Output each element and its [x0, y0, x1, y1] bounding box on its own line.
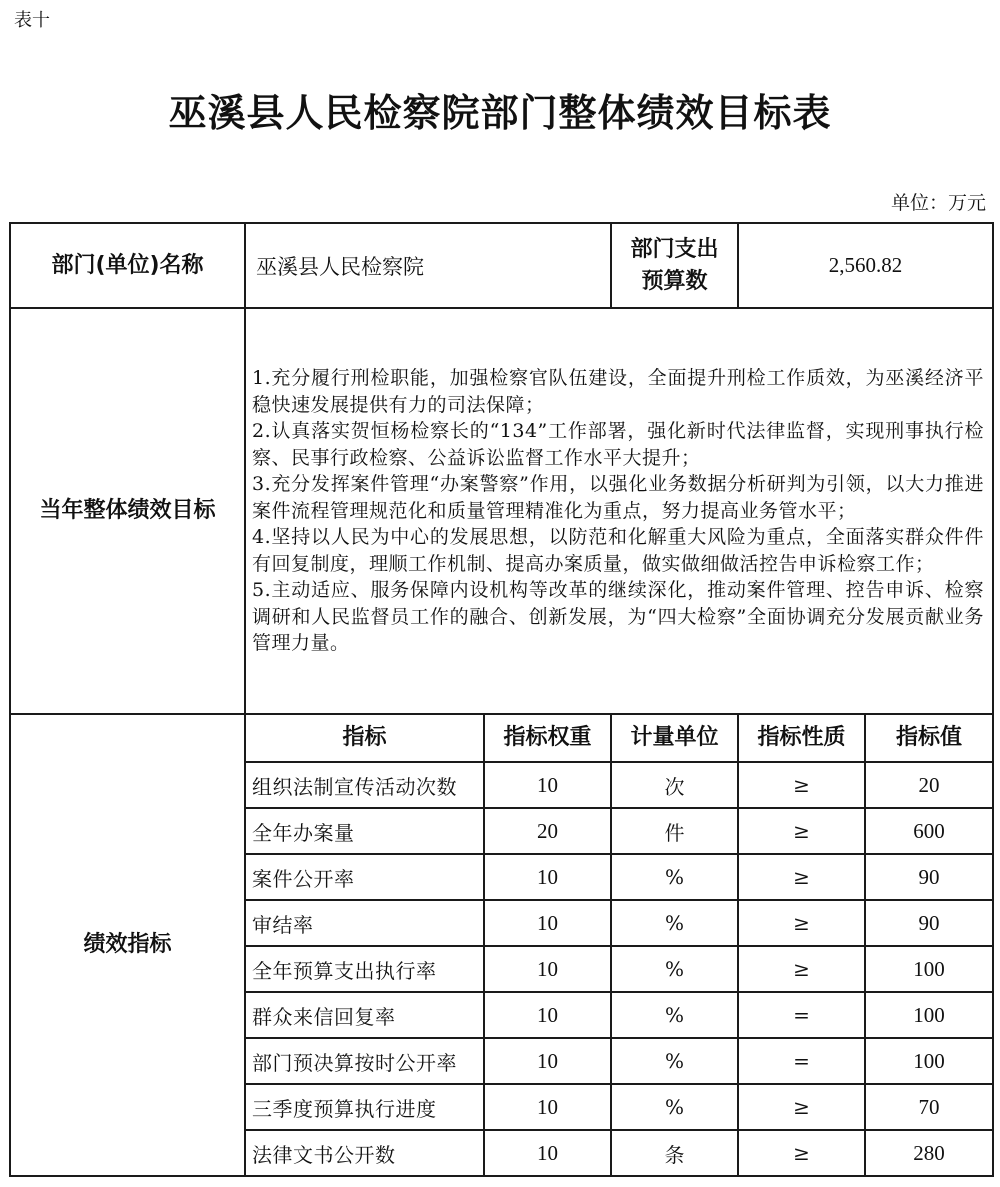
indicator-nature: =	[738, 992, 865, 1038]
goals-text	[245, 308, 993, 714]
dept-row	[10, 223, 993, 308]
indicator-name: 审结率	[245, 900, 484, 946]
budget-label	[611, 223, 738, 308]
indicator-unit: %	[611, 1084, 738, 1130]
indicator-nature: ≥	[738, 1084, 865, 1130]
indicator-value: 90	[865, 900, 993, 946]
indicator-value: 100	[865, 1038, 993, 1084]
indicator-unit: %	[611, 900, 738, 946]
indicator-unit: 件	[611, 808, 738, 854]
indicator-unit: 条	[611, 1130, 738, 1176]
dept-name-label: 部门(单位)名称	[10, 223, 245, 308]
indicator-nature: ≥	[738, 854, 865, 900]
goal-item: 1.充分履行刑检职能，加强检察官队伍建设，全面提升刑检工作质效，为巫溪经济平稳快速发展提供有力的司法保障；	[252, 367, 984, 416]
goal-item: 4.坚持以人民为中心的发展思想，以防范和化解重大风险为重点，全面落实群众件件有回复制度，理顺工作机制、提高办案质量，做实做细做活控告申诉检察工作；	[252, 526, 984, 575]
indicator-value: 100	[865, 992, 993, 1038]
header-weight: 指标权重	[484, 714, 611, 762]
indicator-unit: %	[611, 1038, 738, 1084]
indicator-value: 70	[865, 1084, 993, 1130]
header-value: 指标值	[865, 714, 993, 762]
indicator-header-row	[10, 714, 993, 762]
indicator-unit: %	[611, 854, 738, 900]
unit-label: 单位：万元	[890, 192, 986, 214]
indicator-weight: 10	[484, 900, 611, 946]
indicator-unit: 次	[611, 762, 738, 808]
page-title: 巫溪县人民检察院部门整体绩效目标表	[168, 90, 832, 135]
goal-item: 2.认真落实贺恒杨检察长的“134”工作部署，强化新时代法律监督，实现刑事执行检察、民事行政检察、公益诉讼监督工作水平大提升；	[252, 420, 984, 469]
budget-label-line2: 预算数	[641, 268, 708, 294]
indicator-nature: ≥	[738, 946, 865, 992]
indicator-nature: ≥	[738, 900, 865, 946]
indicator-weight: 10	[484, 946, 611, 992]
indicator-name: 群众来信回复率	[245, 992, 484, 1038]
header-unit: 计量单位	[611, 714, 738, 762]
header-nature: 指标性质	[738, 714, 865, 762]
indicator-name: 全年预算支出执行率	[245, 946, 484, 992]
goal-item: 5.主动适应、服务保障内设机构等改革的继续深化，推动案件管理、控告申诉、检察调研和人民监督员工作的融合、创新发展，为“四大检察”全面协调充分发展贡献业务管理力量。	[252, 579, 984, 655]
indicator-name: 全年办案量	[245, 808, 484, 854]
indicator-weight: 10	[484, 1038, 611, 1084]
goals-label: 当年整体绩效目标	[10, 308, 245, 714]
indicator-weight: 10	[484, 1130, 611, 1176]
indicator-unit: %	[611, 992, 738, 1038]
goal-item: 3.充分发挥案件管理“办案警察”作用，以强化业务数据分析研判为引领，以大力推进案件流程管理规范化和质量管理精准化为重点，努力提高业务管水平；	[252, 473, 984, 522]
indicator-weight: 10	[484, 854, 611, 900]
indicator-weight: 20	[484, 808, 611, 854]
indicator-name: 三季度预算执行进度	[245, 1084, 484, 1130]
budget-label-line1: 部门支出	[630, 236, 719, 262]
indicators-label: 绩效指标	[10, 714, 245, 1176]
dept-name-value: 巫溪县人民检察院	[245, 223, 611, 308]
indicator-weight: 10	[484, 1084, 611, 1130]
indicator-name: 案件公开率	[245, 854, 484, 900]
budget-value: 2,560.82	[738, 223, 993, 308]
performance-table	[9, 222, 994, 1177]
indicator-name: 部门预决算按时公开率	[245, 1038, 484, 1084]
indicator-nature: =	[738, 1038, 865, 1084]
indicator-nature: ≥	[738, 1130, 865, 1176]
goals-row	[10, 308, 993, 714]
indicator-value: 600	[865, 808, 993, 854]
indicator-name: 组织法制宣传活动次数	[245, 762, 484, 808]
indicator-weight: 10	[484, 762, 611, 808]
indicator-value: 90	[865, 854, 993, 900]
indicator-value: 280	[865, 1130, 993, 1176]
indicator-weight: 10	[484, 992, 611, 1038]
header-indicator: 指标	[245, 714, 484, 762]
indicator-nature: ≥	[738, 762, 865, 808]
indicator-unit: %	[611, 946, 738, 992]
indicator-nature: ≥	[738, 808, 865, 854]
indicator-value: 100	[865, 946, 993, 992]
indicator-value: 20	[865, 762, 993, 808]
table-tag: 表十	[14, 10, 50, 31]
indicator-name: 法律文书公开数	[245, 1130, 484, 1176]
